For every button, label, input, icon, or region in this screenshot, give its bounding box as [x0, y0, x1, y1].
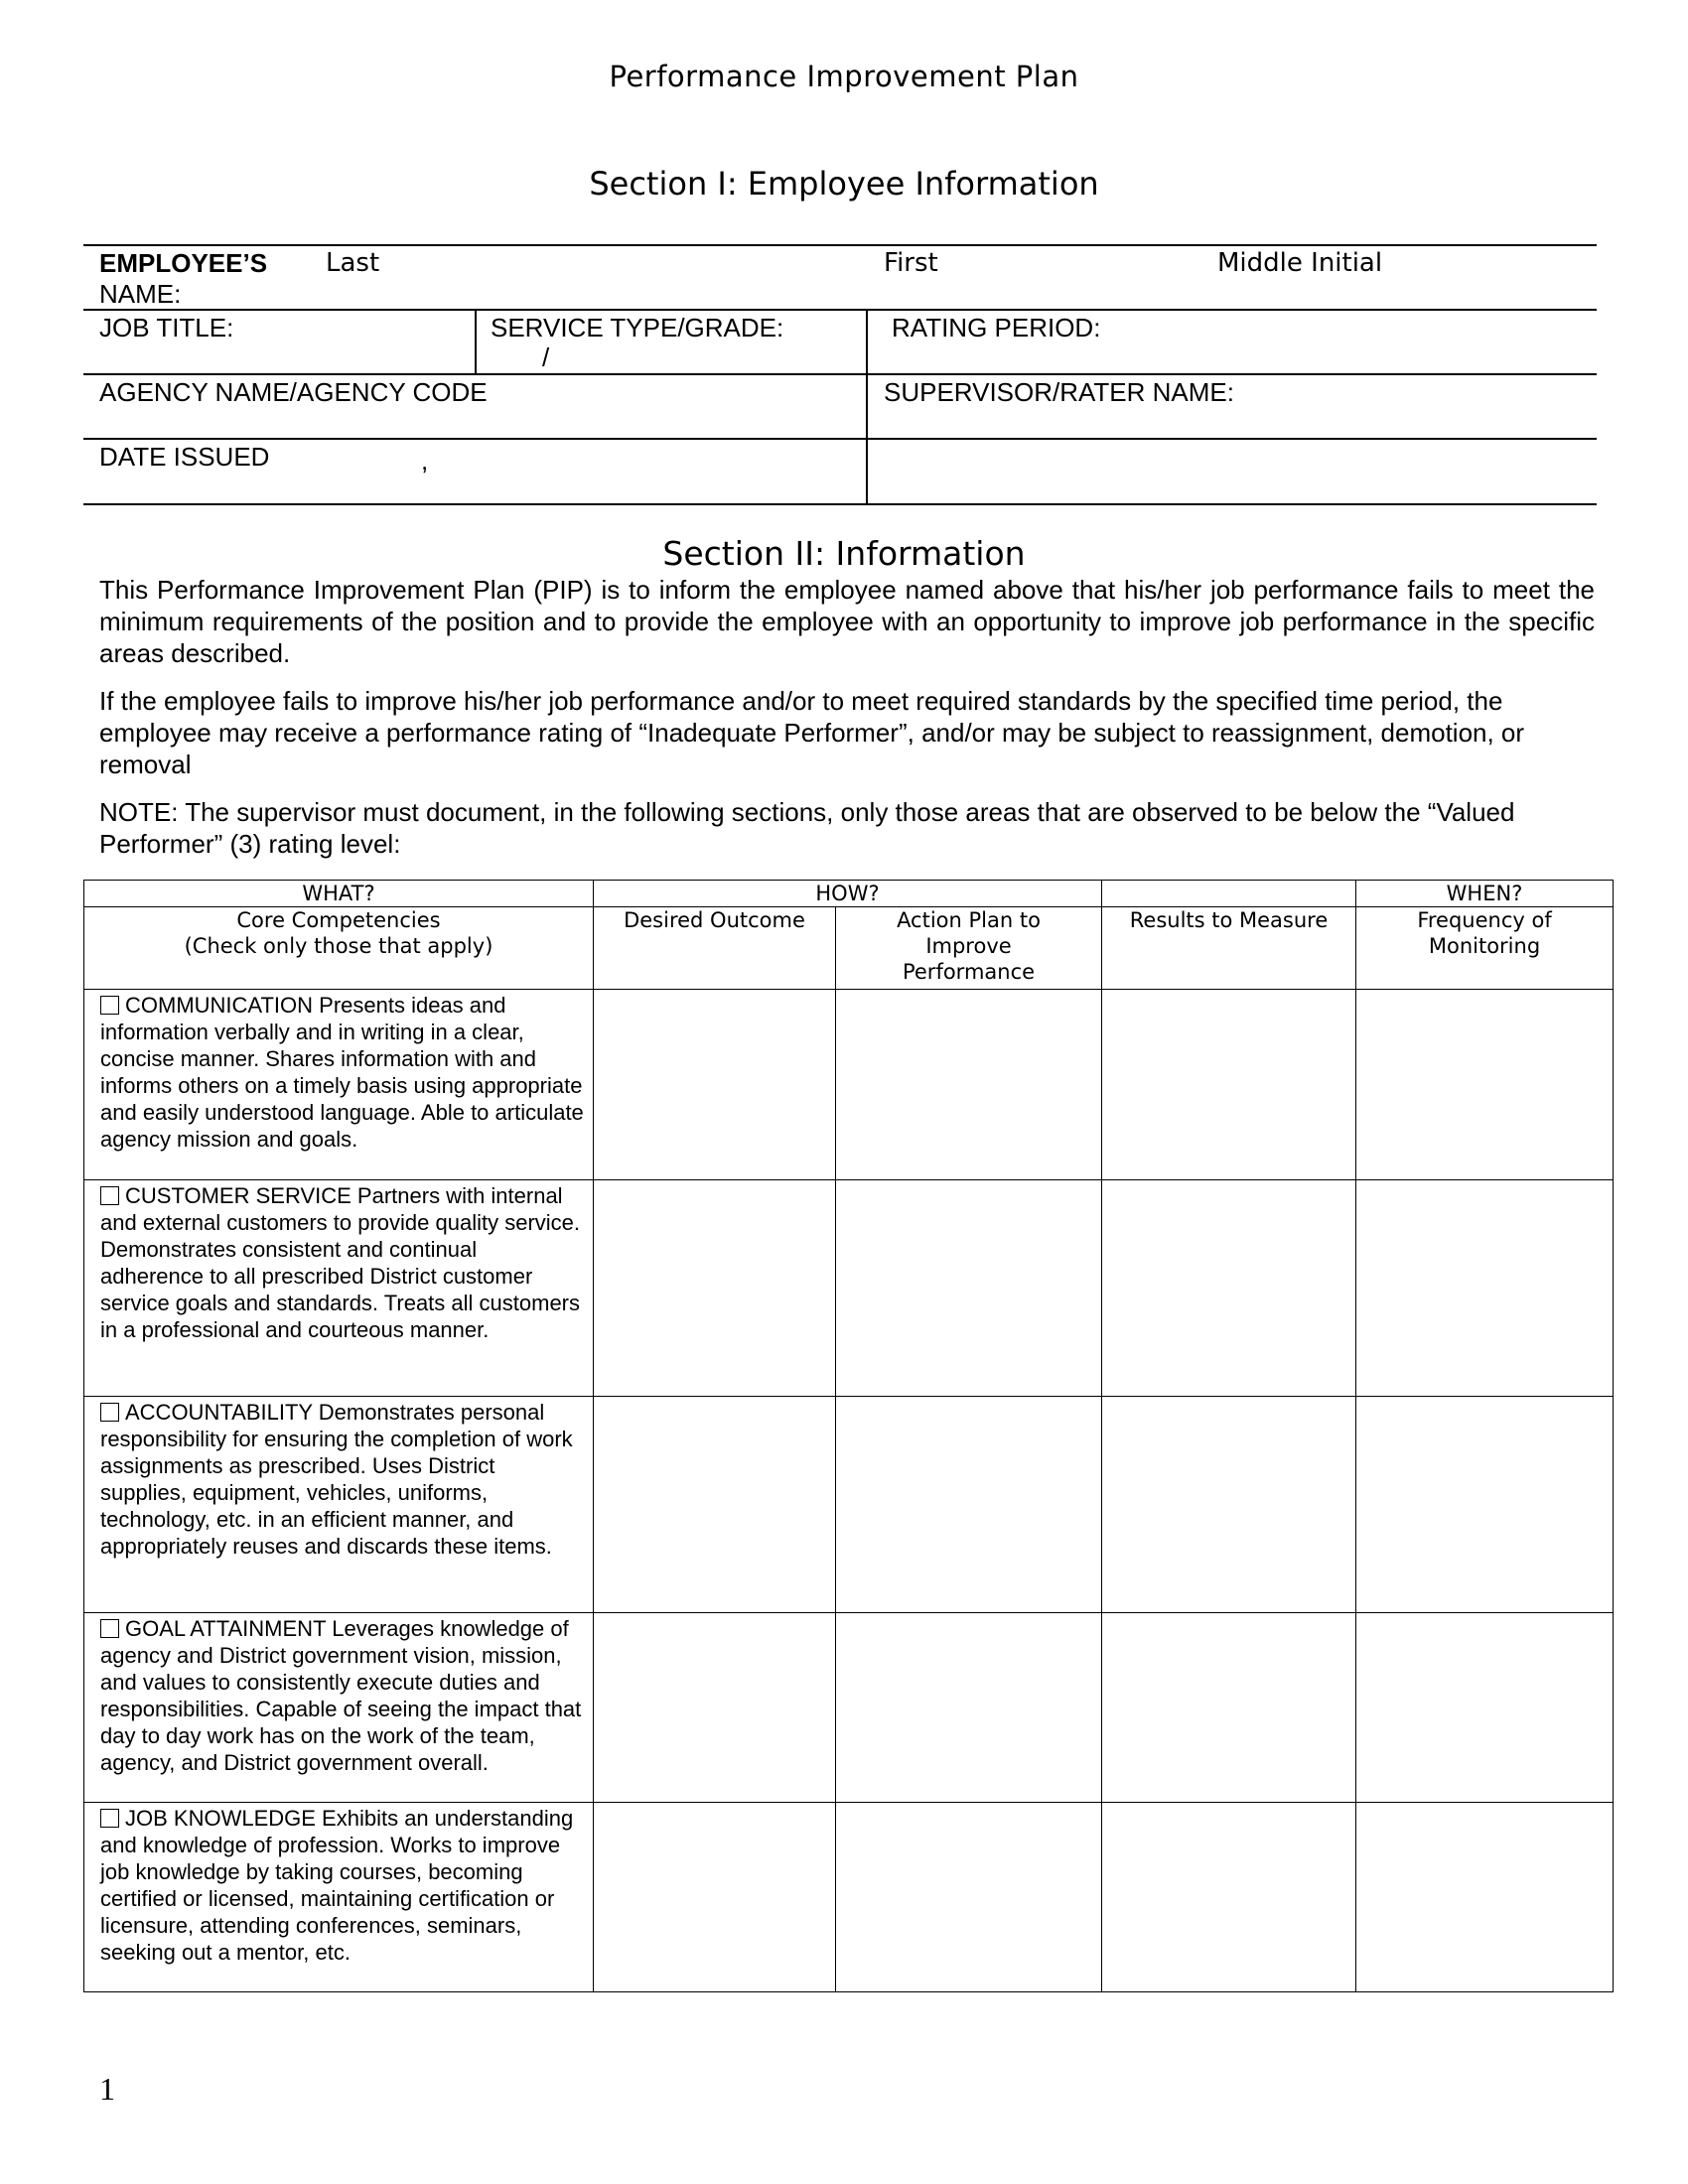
date-issued-field[interactable]: DATE ISSUED	[99, 442, 270, 472]
service-type-field[interactable]: SERVICE TYPE/GRADE:	[491, 313, 784, 342]
competency-name: COMMUNICATION	[125, 993, 314, 1018]
job-title-field[interactable]: JOB TITLE:	[99, 313, 234, 342]
results-cell[interactable]	[1102, 1803, 1356, 1992]
desired-outcome-cell[interactable]	[594, 1397, 836, 1613]
core-competencies-hint: (Check only those that apply)	[184, 934, 493, 958]
competency-cell	[84, 1613, 594, 1803]
frequency-header-line: Frequency of	[1417, 908, 1552, 932]
how-header: HOW?	[594, 881, 1102, 907]
competency-cell	[84, 1180, 594, 1397]
form-rule	[83, 503, 1597, 505]
competency-cell	[84, 1803, 594, 1992]
checkbox[interactable]	[100, 1809, 119, 1828]
form-rule	[83, 373, 1597, 375]
table-row	[84, 1180, 1614, 1397]
competency-cell	[84, 1397, 594, 1613]
competency-name: CUSTOMER SERVICE	[125, 1183, 352, 1208]
page-number: 1	[99, 2071, 115, 2107]
document-title: Performance Improvement Plan	[609, 60, 1079, 93]
competency-description: Demonstrates personal responsibility for ensuring the completion of work assignments as prescribed. Uses District supplies, equipment, vehicles, uniforms, technology, etc. in an efficient manner, and appropriately reuses and discards these items.	[100, 1400, 573, 1559]
form-divider	[866, 309, 868, 503]
action-plan-cell[interactable]	[836, 1613, 1102, 1803]
column-header-row	[84, 907, 1614, 990]
date-issued-separator: ,	[421, 446, 429, 476]
what-header: WHAT?	[84, 881, 594, 907]
last-name-field[interactable]: Last	[326, 248, 380, 278]
core-competencies-title: Core Competencies	[236, 908, 441, 932]
group-header-row	[84, 881, 1614, 907]
consequence-paragraph: If the employee fails to improve his/her job performance and/or to meet required standards by the specified time period, the employee may receive a performance rating of “Inadequate Performer”, and/or may be subject to reassignment, demotion, or removal	[99, 686, 1525, 779]
employee-name-label-2: NAME:	[99, 279, 182, 309]
desired-outcome-header: Desired Outcome	[594, 907, 836, 990]
competency-name: JOB KNOWLEDGE	[125, 1806, 316, 1831]
competency-table	[83, 880, 1614, 1992]
action-plan-cell[interactable]	[836, 1180, 1102, 1397]
employee-name-label: EMPLOYEE’S	[99, 248, 268, 278]
desired-outcome-cell[interactable]	[594, 1803, 836, 1992]
competency-name: GOAL ATTAINMENT	[125, 1616, 327, 1641]
form-rule	[83, 309, 1597, 311]
results-cell[interactable]	[1102, 990, 1356, 1180]
frequency-cell[interactable]	[1356, 990, 1614, 1180]
core-competencies-header	[84, 907, 594, 990]
competency-description: Partners with internal and external customers to provide quality service. Demonstrates consistent and continual adherence to all prescribed District customer service goals and standards. Treats all customers in a professional and courteous manner.	[100, 1183, 581, 1342]
table-row	[84, 990, 1614, 1180]
table-row	[84, 1803, 1614, 1992]
form-divider	[475, 309, 477, 373]
action-plan-cell[interactable]	[836, 1397, 1102, 1613]
action-plan-header-line: Performance	[902, 960, 1036, 984]
rating-period-field[interactable]: RATING PERIOD:	[892, 313, 1101, 342]
desired-outcome-cell[interactable]	[594, 1180, 836, 1397]
checkbox[interactable]	[100, 1619, 119, 1638]
action-plan-header-line: Action Plan to	[897, 908, 1041, 932]
form-rule	[83, 438, 1597, 440]
competency-description: Leverages knowledge of agency and District government vision, mission, and values to consistently execute duties and responsibilities. Capable of seeing the impact that day to day work has on the work of the team, agency, and District government overall.	[100, 1616, 582, 1775]
frequency-header	[1356, 907, 1614, 990]
results-cell[interactable]	[1102, 1613, 1356, 1803]
table-row	[84, 1613, 1614, 1803]
section-2-title: Section II: Information	[662, 534, 1026, 573]
results-cell[interactable]	[1102, 1180, 1356, 1397]
middle-initial-field[interactable]: Middle Initial	[1217, 248, 1383, 278]
supervisor-field[interactable]: SUPERVISOR/RATER NAME:	[884, 377, 1234, 407]
action-plan-header	[836, 907, 1102, 990]
desired-outcome-cell[interactable]	[594, 990, 836, 1180]
checkbox[interactable]	[100, 1403, 119, 1422]
table-row	[84, 1397, 1614, 1613]
checkbox[interactable]	[100, 996, 119, 1015]
competency-description: Exhibits an understanding and knowledge of profession. Works to improve job knowledge by taking courses, becoming certified or licensed, maintaining certification or licensure, attending conferences, seminars, seeking out a mentor, etc.	[100, 1806, 574, 1965]
frequency-header-line: Monitoring	[1428, 934, 1541, 958]
frequency-cell[interactable]	[1356, 1803, 1614, 1992]
agency-field[interactable]: AGENCY NAME/AGENCY CODE	[99, 377, 488, 407]
intro-paragraph: This Performance Improvement Plan (PIP) is to inform the employee named above that his/her job performance fails to meet the minimum requirements of the position and to provide the employee with an opportunity to improve job performance in the specific areas described.	[99, 575, 1595, 668]
when-header: WHEN?	[1356, 881, 1614, 907]
action-plan-cell[interactable]	[836, 990, 1102, 1180]
competency-name: ACCOUNTABILITY	[125, 1400, 313, 1425]
frequency-cell[interactable]	[1356, 1613, 1614, 1803]
competency-description: Presents ideas and information verbally and in writing in a clear, concise manner. Shares information with and informs others on a timely basis using appropriate and easily understood language. Able to articulate agency mission and goals.	[100, 993, 584, 1152]
service-type-separator: /	[542, 342, 550, 372]
first-name-field[interactable]: First	[884, 248, 938, 278]
action-plan-header-line: Improve	[925, 934, 1012, 958]
frequency-cell[interactable]	[1356, 1180, 1614, 1397]
employee-info-form	[83, 244, 1597, 505]
form-rule	[83, 244, 1597, 246]
competency-cell	[84, 990, 594, 1180]
blank-field[interactable]	[884, 441, 1579, 496]
blank-header	[1102, 881, 1356, 907]
checkbox[interactable]	[100, 1186, 119, 1205]
desired-outcome-cell[interactable]	[594, 1613, 836, 1803]
action-plan-cell[interactable]	[836, 1803, 1102, 1992]
frequency-cell[interactable]	[1356, 1397, 1614, 1613]
section-1-title: Section I: Employee Information	[589, 165, 1099, 203]
results-cell[interactable]	[1102, 1397, 1356, 1613]
note-paragraph: NOTE: The supervisor must document, in the following sections, only those areas that are observed to be below the “Valued Performer” (3) rating level:	[99, 797, 1515, 859]
results-header: Results to Measure	[1102, 907, 1356, 990]
